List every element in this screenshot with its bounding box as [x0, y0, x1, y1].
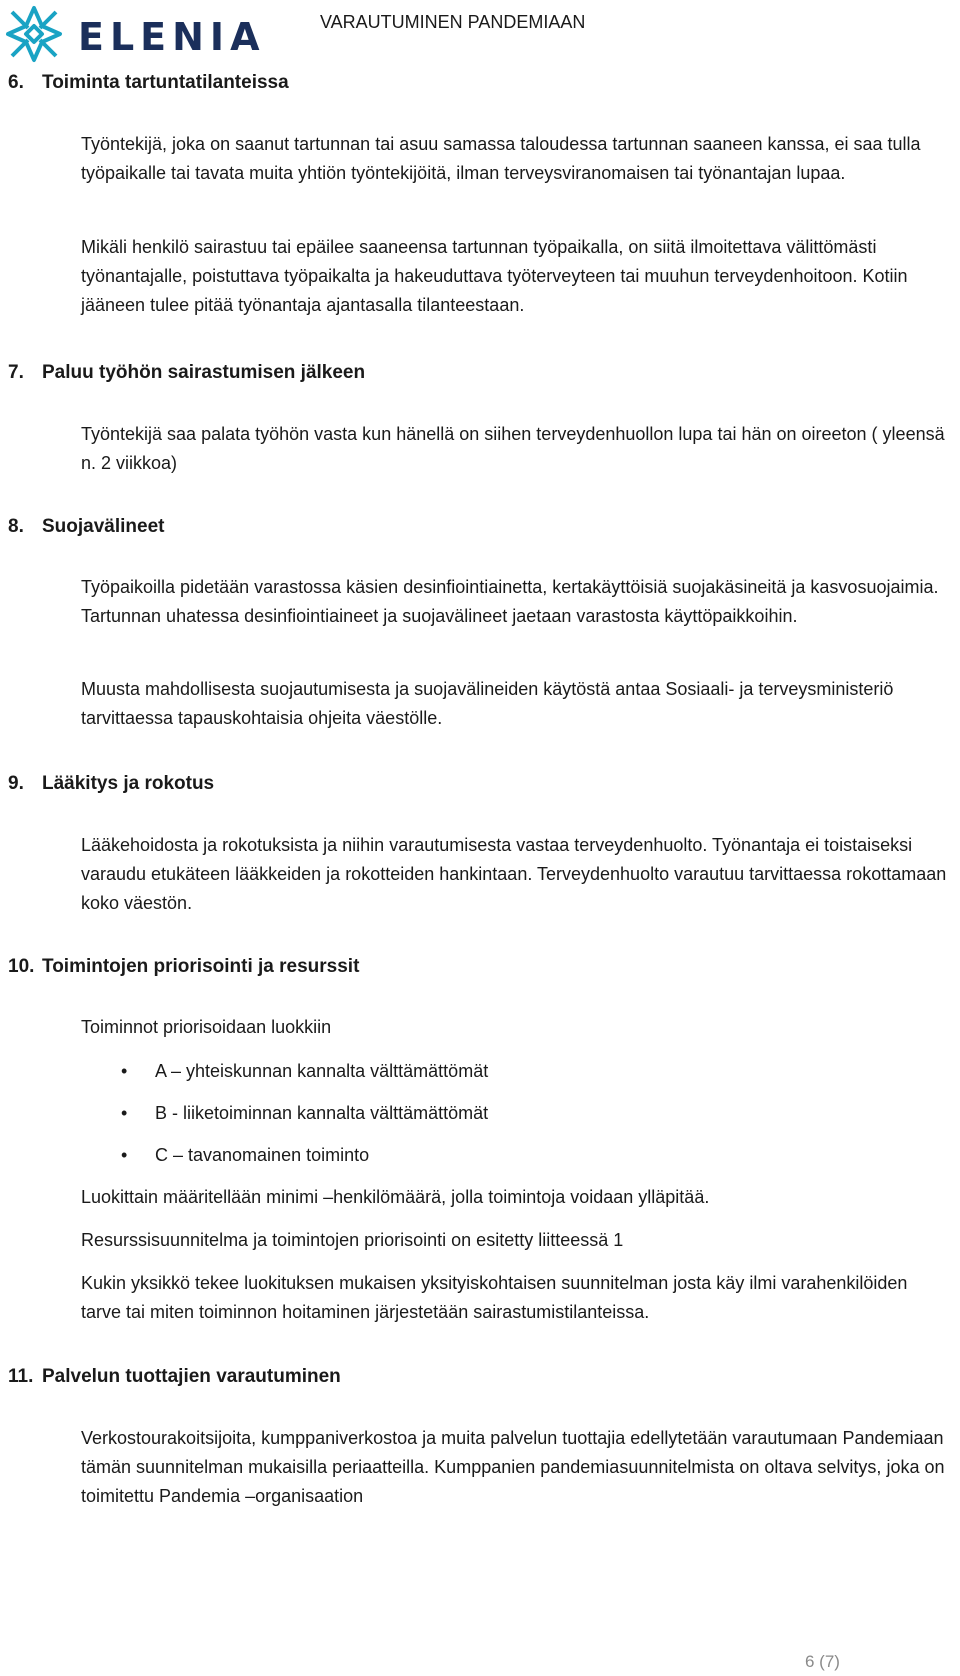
bullet-icon: •: [121, 1145, 128, 1165]
section-number: 8.: [8, 516, 24, 537]
section-10-paragraph-2: Resurssisuunnitelma ja toimintojen priorisointi on esitetty liitteessä 1: [81, 1230, 624, 1250]
section-10-intro: Toiminnot priorisoidaan luokkiin: [81, 1017, 332, 1037]
section-9-paragraph-1: Lääkehoidosta ja rokotuksista ja niihin varautumisesta vastaa terveydenhuolto. Työnantaja ei toistaiseksi varaudu etukäteen lääkkeiden ja rokotteiden hankintaan. Terveydenhuolto varautuu tarvittaessa rokottamaan koko väestön.: [81, 835, 947, 913]
bullet-icon: •: [121, 1103, 128, 1123]
section-title: Toimintojen priorisointi ja resurssit: [42, 956, 360, 977]
list-item-text: A – yhteiskunnan kannalta välttämättömät: [155, 1061, 489, 1081]
section-title: Suojavälineet: [42, 516, 165, 537]
section-number: 7.: [8, 362, 24, 383]
section-7-paragraph-1: Työntekijä saa palata työhön vasta kun hänellä on siihen terveydenhuollon lupa tai hän on oireeton ( yleensä n. 2 viikkoa): [81, 424, 945, 473]
section-10-paragraph-3: Kukin yksikkö tekee luokituksen mukaisen yksityiskohtaisen suunnitelman josta käy ilmi varahenkilöiden tarve tai miten toiminnon hoitaminen järjestetään sairastumistilanteissa.: [81, 1273, 908, 1322]
elenia-logo: [4, 4, 265, 64]
bullet-icon: •: [121, 1061, 128, 1081]
logo-wordmark: ELENIA: [78, 15, 266, 59]
section-8-heading: [8, 516, 165, 538]
section-number: 6.: [8, 72, 24, 93]
page-number: 6 (7): [805, 1652, 840, 1671]
list-item: [121, 1058, 488, 1084]
section-6-paragraph-2: Mikäli henkilö sairastuu tai epäilee saaneensa tartunnan työpaikalla, on siitä ilmoitettava välittömästi työnantajalle, poistuttava työpaikalta ja hakeuduttava työterveyteen tai muuhun terveydenhoitoon. Kotiin jääneen tulee pitää työnantaja ajantasalla tilanteestaan.: [81, 237, 908, 315]
section-6-paragraph-1: Työntekijä, joka on saanut tartunnan tai asuu samassa taloudessa tartunnan saaneen kanssa, ei saa tulla työpaikalle tai tavata muita yhtiön työntekijöitä, ilman terveysviranomaisen tai työnantajan lupaa.: [81, 134, 921, 183]
list-item-text: B - liiketoiminnan kannalta välttämättömät: [155, 1103, 489, 1123]
section-title: Lääkitys ja rokotus: [42, 773, 215, 794]
section-10-paragraph-1: Luokittain määritellään minimi –henkilömäärä, jolla toimintoja voidaan ylläpitää.: [81, 1187, 710, 1207]
section-title: Palvelun tuottajien varautuminen: [42, 1366, 341, 1387]
section-7-heading: [8, 362, 365, 384]
section-11-heading: [8, 1366, 341, 1388]
section-9-heading: [8, 773, 214, 795]
list-item-text: C – tavanomainen toiminto: [155, 1145, 370, 1165]
section-8-paragraph-1: Työpaikoilla pidetään varastossa käsien desinfiointiainetta, kertakäyttöisiä suojakäsineitä ja kasvosuojaimia. Tartunnan uhatessa desinfiointiaineet ja suojavälineet jaetaan varastosta käyttöpaikkoihin.: [81, 577, 939, 626]
section-number: 11.: [8, 1366, 34, 1387]
document-title: VARAUTUMINEN PANDEMIAAN: [320, 12, 586, 32]
section-6-heading: [8, 72, 289, 94]
elenia-emblem-icon: [4, 4, 64, 64]
list-item: [121, 1100, 488, 1126]
section-title: Paluu työhön sairastumisen jälkeen: [42, 362, 366, 383]
section-8-paragraph-2: Muusta mahdollisesta suojautumisesta ja suojavälineiden käytöstä antaa Sosiaali- ja terveysministeriö tarvittaessa tapauskohtaisia ohjeita väestölle.: [81, 679, 894, 728]
section-11-paragraph-1: Verkostourakoitsijoita, kumppaniverkostoa ja muita palvelun tuottajia edellytetään varautumaan Pandemiaan tämän suunnitelman mukaisilla periaatteilla. Kumppanien pandemiasuunnitelmista on oltava selvitys, joka on toimitettu Pandemia –organisaation: [81, 1428, 945, 1506]
list-item: [121, 1142, 369, 1168]
section-10-heading: [8, 956, 359, 978]
section-number: 10.: [8, 956, 35, 977]
section-number: 9.: [8, 773, 24, 794]
section-title: Toiminta tartuntatilanteissa: [42, 72, 289, 93]
